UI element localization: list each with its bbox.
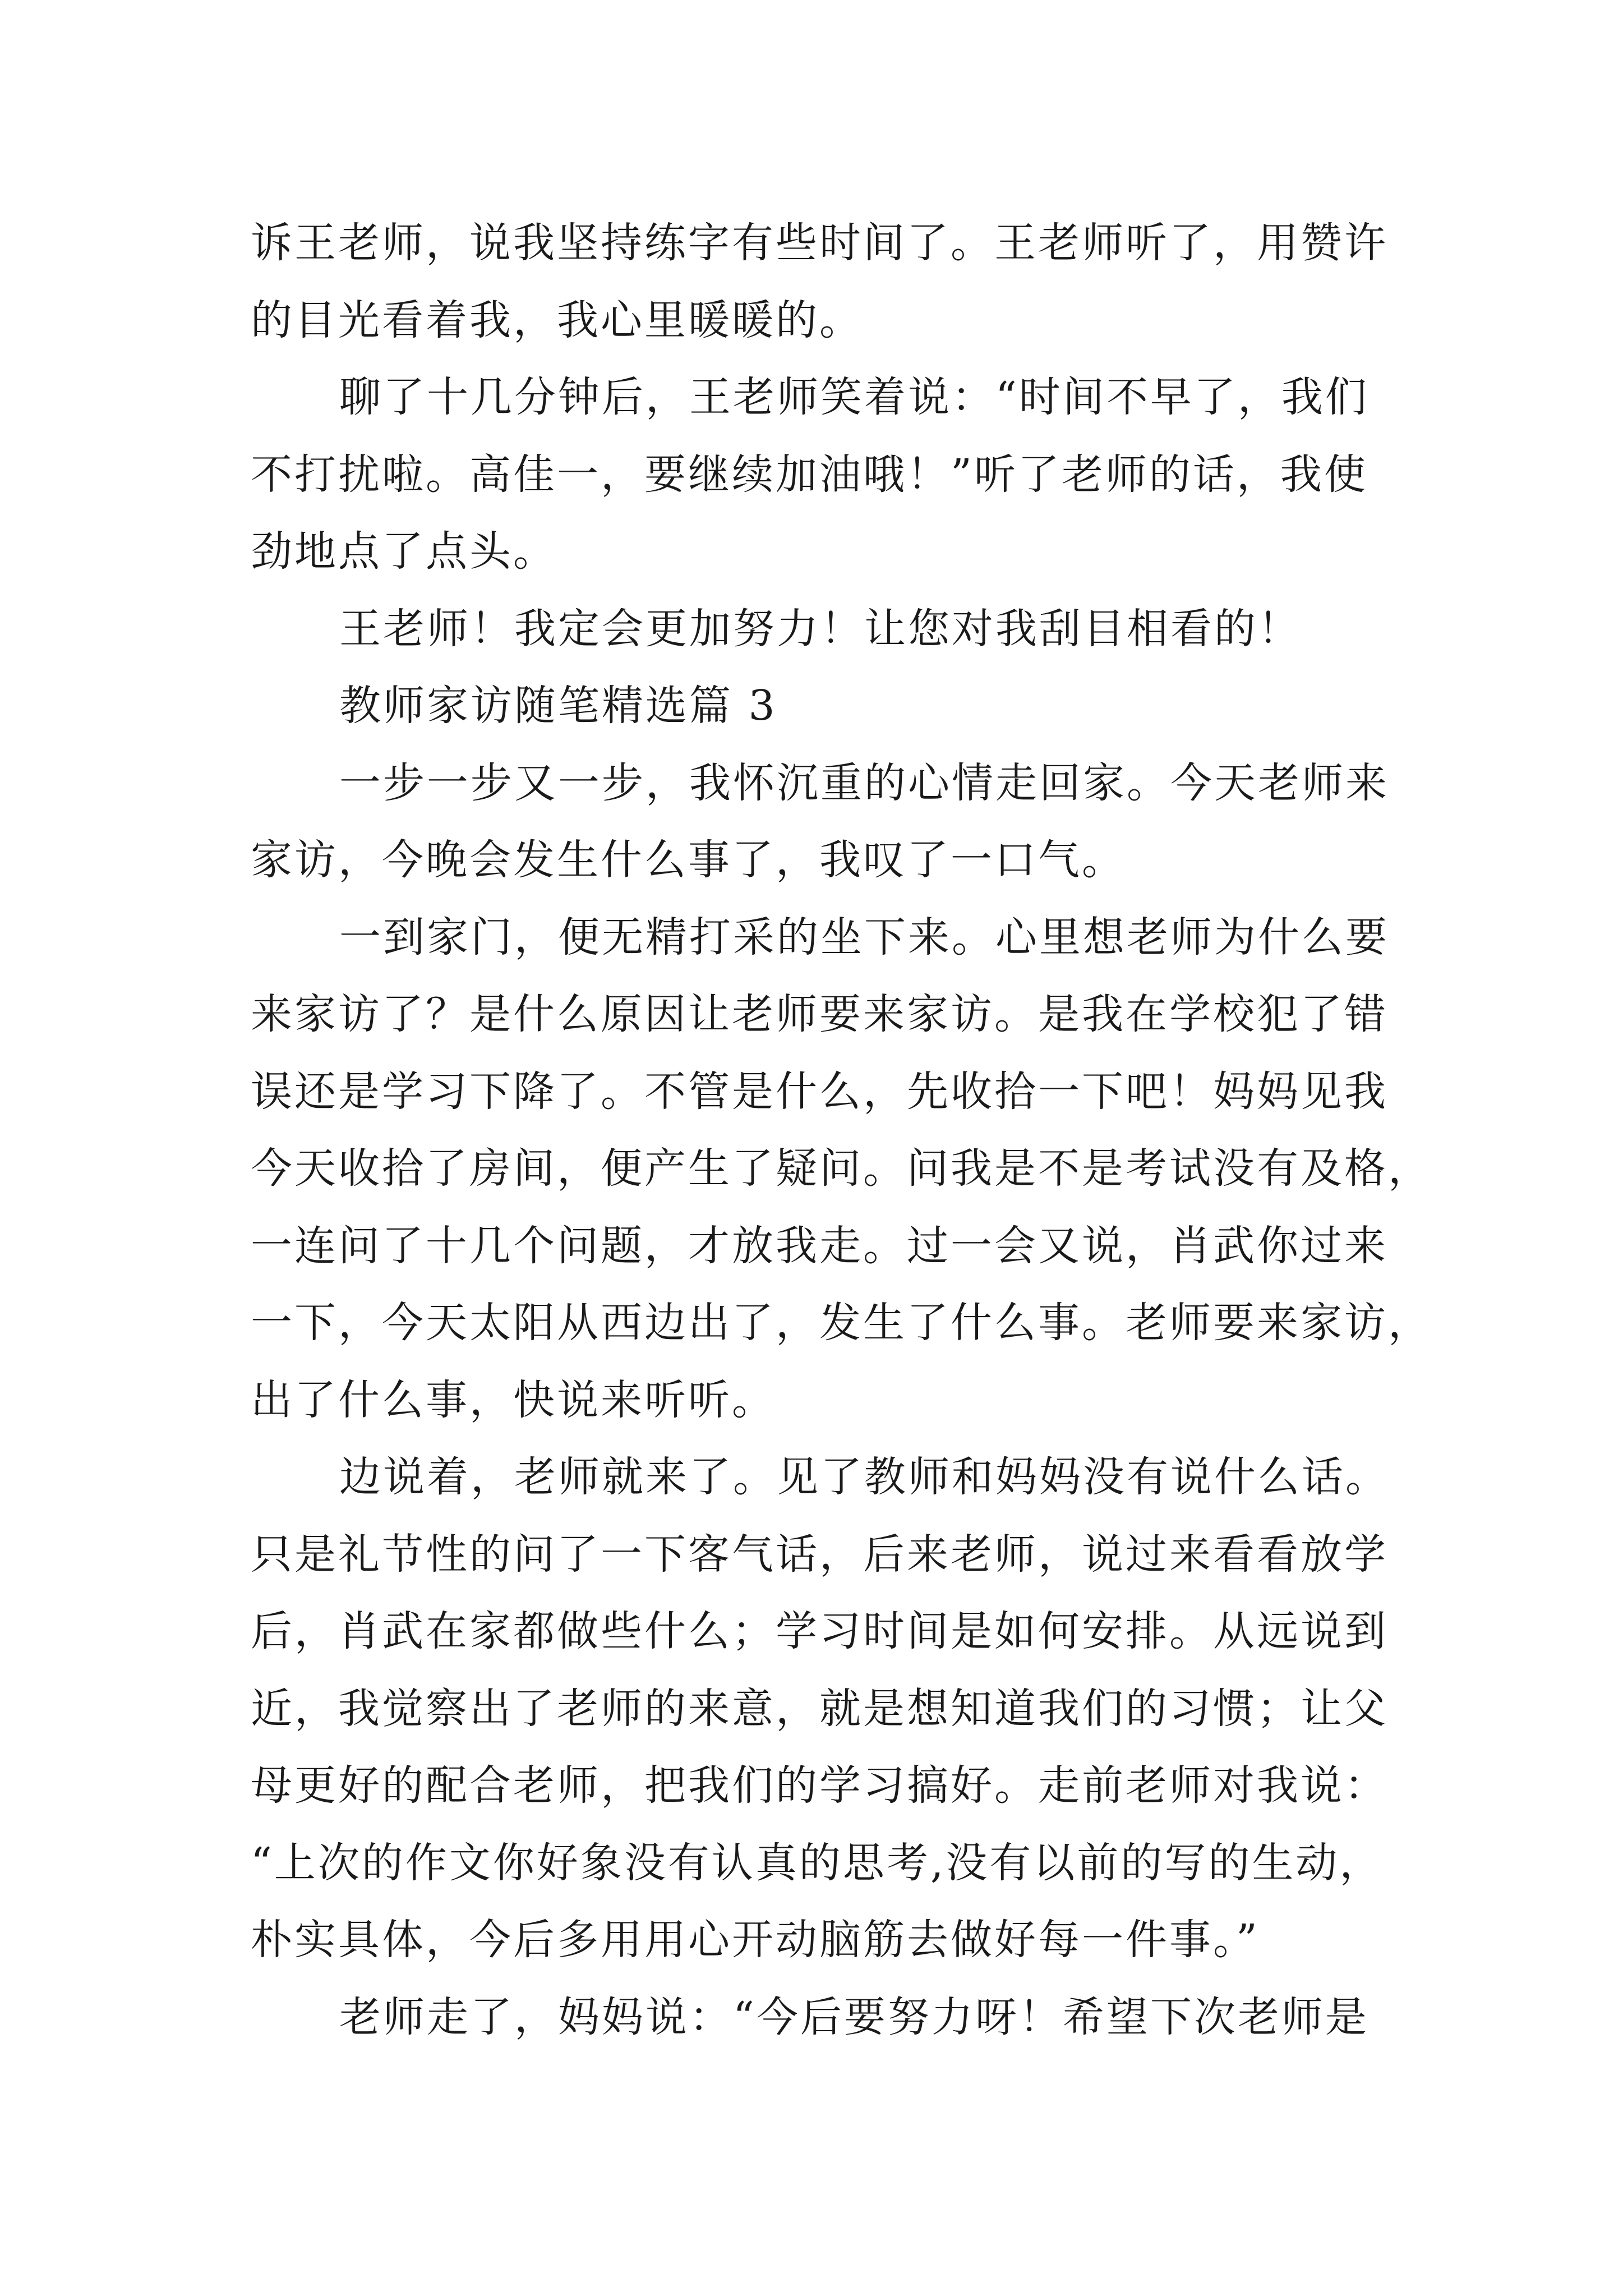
text-line: 近，我觉察出了老师的来意，就是想知道我们的习惯；让父 [251,1684,1388,1733]
paragraph-start-line: 聊了十几分钟后，王老师笑着说：“时间不早了，我们 [339,373,1369,421]
text-line: 朴实具体，今后多用用心开动脑筋去做好每一件事。” [251,1916,1260,1964]
text-line: 一连问了十几个问题，才放我走。过一会又说，肖武你过来 [251,1221,1388,1270]
text-line: 诉王老师，说我坚持练字有些时间了。王老师听了，用赞许 [251,219,1388,267]
paragraph-start-line: 老师走了，妈妈说：“今后要努力呀！希望下次老师是 [339,1993,1369,2041]
paragraph-start-line: 王老师！我定会更加努力！让您对我刮目相看的！ [339,604,1302,653]
text-line: 母更好的配合老师，把我们的学习搞好。走前老师对我说： [251,1761,1388,1810]
text-line: 的目光看着我，我心里暖暖的。 [251,296,863,344]
text-line: “上次的作文你好象没有认真的思考,没有以前的写的生动， [251,1838,1384,1887]
paragraph-start-line: 一到家门，便无精打采的坐下来。心里想老师为什么要 [339,913,1389,961]
text-line: 只是礼节性的问了一下客气话，后来老师，说过来看看放学 [251,1530,1388,1579]
text-line: 一下，今天太阳从西边出了，发生了什么事。老师要来家访， [251,1299,1432,1347]
text-line: 来家访了？是什么原因让老师要来家访。是我在学校犯了错 [251,990,1388,1038]
body-text [251,205,1484,2056]
paragraph-start-line: 边说着，老师就来了。见了教师和妈妈没有说什么话。 [339,1453,1389,1501]
text-line: 后，肖武在家都做些什么；学习时间是如何安排。从远说到 [251,1607,1388,1655]
paragraph-start-line: 一步一步又一步，我怀沉重的心情走回家。今天老师来 [339,758,1389,807]
text-line: 误还是学习下降了。不管是什么，先收拾一下吧！妈妈见我 [251,1067,1388,1116]
text-line: 劲地点了点头。 [251,527,557,576]
text-line: 出了什么事，快说来听听。 [251,1375,776,1424]
text-line: 今天收拾了房间，便产生了疑问。问我是不是考试没有及格， [251,1144,1432,1193]
text-line: 家访，今晚会发生什么事了，我叹了一口气。 [251,836,1126,884]
text-line: 不打扰啦。高佳一，要继续加油哦！”听了老师的话，我使 [251,450,1368,499]
section-heading: 教师家访随笔精选篇 3 [339,682,777,730]
